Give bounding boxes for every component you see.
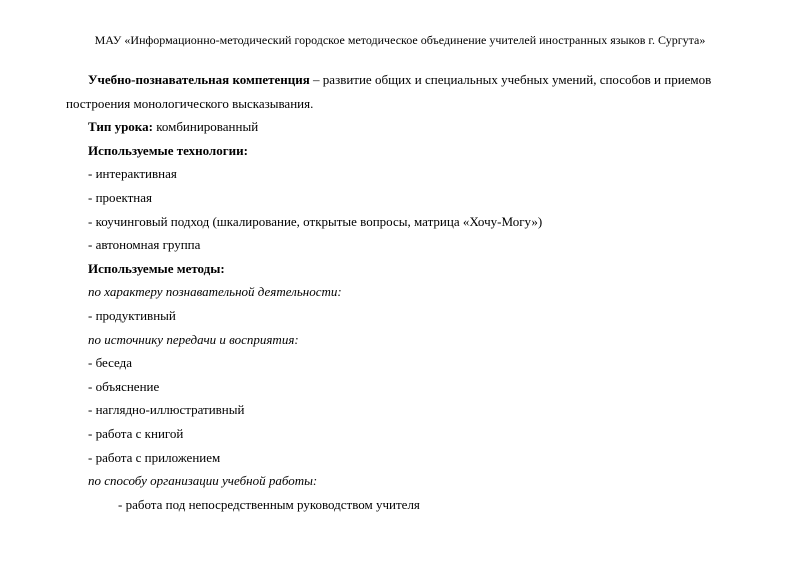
- technology-item: - проектная: [88, 189, 152, 205]
- lesson-type-label: Тип урока:: [88, 119, 153, 135]
- method-group-label: по характеру познавательной деятельности:: [88, 284, 342, 300]
- page-header: [0, 32, 800, 48]
- method-group-label: по источнику передачи и восприятия:: [88, 331, 299, 347]
- methods-heading: Используемые методы:: [88, 260, 225, 276]
- technologies-heading: Используемые технологии:: [88, 142, 248, 158]
- method-group-label: по способу организации учебной работы:: [88, 473, 318, 489]
- lesson-type-value: комбинированный: [152, 119, 259, 135]
- lesson-type-line: [66, 115, 736, 139]
- technology-item: - коучинговый подход (шкалирование, открытые вопросы, матрица «Хочу-Могу»): [88, 213, 543, 229]
- method-item: - работа с книгой: [88, 425, 184, 441]
- document-body: [66, 68, 736, 516]
- method-item: - работа с приложением: [88, 449, 221, 465]
- technology-item: - автономная группа: [88, 237, 201, 253]
- method-item: - работа под непосредственным руководством учителя: [118, 496, 420, 512]
- competence-text: – развитие общих и специальных учебных умений, способов и приемов построения монологического высказывания.: [66, 72, 712, 111]
- technology-item: - интерактивная: [88, 166, 177, 182]
- header-text: МАУ «Информационно-методический городское методическое объединение учителей иностранных языков г. Сургута»: [94, 33, 706, 47]
- method-item: - продуктивный: [88, 307, 176, 323]
- method-item: - беседа: [88, 355, 133, 371]
- competence-paragraph: [66, 68, 736, 115]
- method-item: - наглядно-иллюстративный: [88, 402, 245, 418]
- competence-label: Учебно-познавательная компетенция: [88, 72, 310, 87]
- method-item: - объяснение: [88, 378, 160, 394]
